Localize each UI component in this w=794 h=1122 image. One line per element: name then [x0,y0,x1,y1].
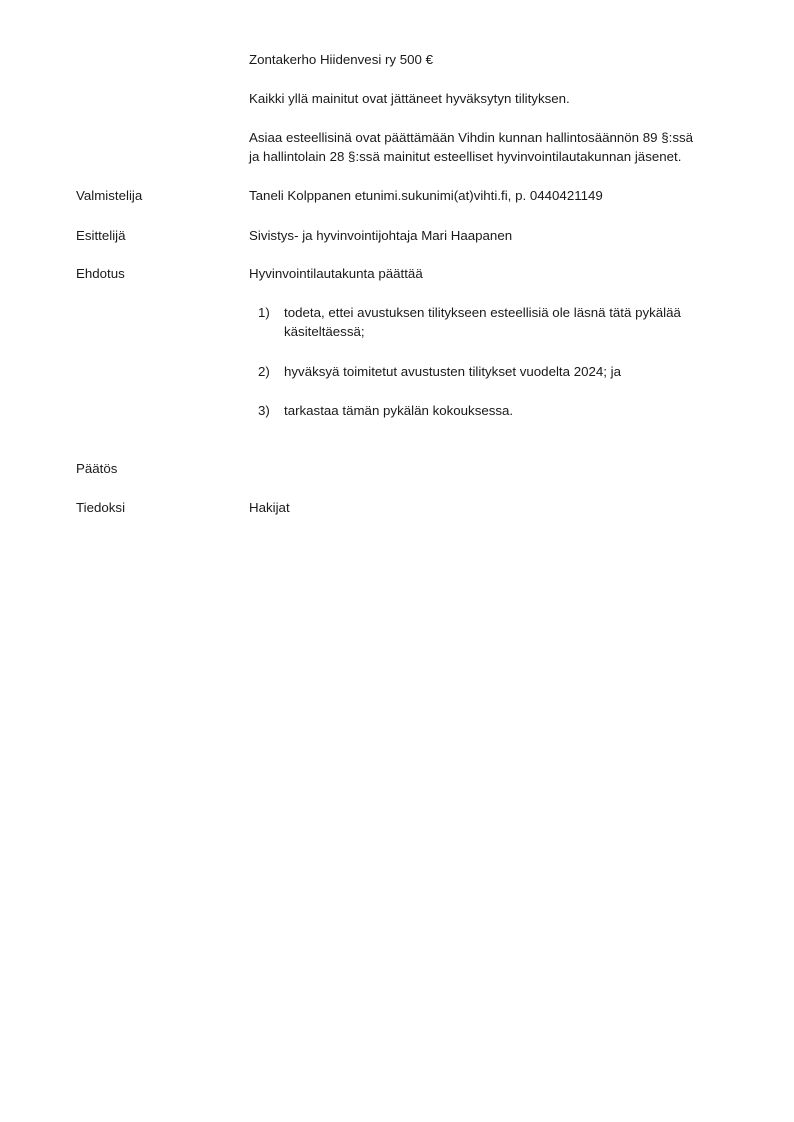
proposal-value: Hyvinvointilautakunta päättää [249,266,423,281]
proposal-item-2-line-1: hyväksyä toimitetut avustusten tilitykset vuodelta 2024; ja [284,364,622,379]
proposal-item-1-number: 1) [258,305,270,320]
for-information-value: Hakijat [249,500,290,515]
preparer-value: Taneli Kolppanen etunimi.sukunimi(at)vihti.fi, p. 0440421149 [249,188,603,203]
proposal-item-1-line-2: käsiteltäessä; [284,324,365,339]
proposal-item-3-number: 3) [258,403,270,418]
preparer-label: Valmistelija [76,188,143,203]
disqualified-text-line-2: ja hallintolain 28 §:ssä mainitut esteelliset hyvinvointilautakunnan jäsenet. [249,149,682,164]
presenter-label: Esittelijä [76,228,126,243]
proposal-label: Ehdotus [76,266,125,281]
zonta-grant-line: Zontakerho Hiidenvesi ry 500 € [249,52,434,67]
presenter-value: Sivistys- ja hyvinvointijohtaja Mari Haapanen [249,228,513,243]
for-information-label: Tiedoksi [76,500,126,515]
decision-label: Päätös [76,461,118,476]
proposal-item-2-number: 2) [258,364,270,379]
disqualified-text-line-1: Asiaa esteellisinä ovat päättämään Vihdin kunnan hallintosäännön 89 §:ssä [249,130,694,145]
approved-statement: Kaikki yllä mainitut ovat jättäneet hyväksytyn tilityksen. [249,91,570,106]
proposal-item-1-line-1: todeta, ettei avustuksen tilitykseen esteellisiä ole läsnä tätä pykälää [284,305,681,320]
proposal-item-3-line-1: tarkastaa tämän pykälän kokouksessa. [284,403,514,418]
